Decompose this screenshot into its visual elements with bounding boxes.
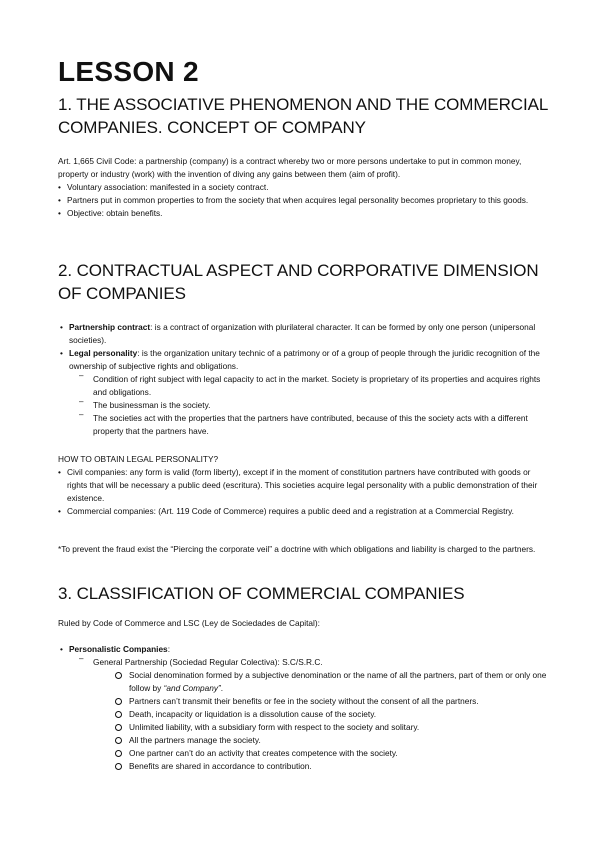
list-item: ‒ Condition of right subject with legal capacity to act in the market. Society is proprietary of its properties and acquires rights and obligations.: [79, 373, 548, 399]
section-2-body: [58, 321, 548, 438]
list-item: One partner can’t do an activity that creates competence with the society.: [115, 747, 548, 760]
list-item: Unlimited liability, with a subsidiary form with respect to the society and solitary.: [115, 721, 548, 734]
list-item: ‒ The businessman is the society.: [79, 399, 548, 412]
how-to-bullets: [58, 466, 548, 518]
legal-personality-section: [58, 453, 548, 518]
section-2-heading: 2. CONTRACTUAL ASPECT AND CORPORATIVE DIMENSION OF COMPANIES: [58, 261, 539, 303]
list-item: • Personalistic Companies: ‒ General Partnership (Sociedad Regular Colectiva): S.C/S.R.C. Social denomination formed by a subjective denomination or the name of all the partners, part of them or only one follow by “and Company”. Partners can’t transmit their benefits or fee in the society without the consent of all the partners. Death, incapacity or liquidation is a dissolution cause of the society. Unlimited liability, with a subsidiary form with respect to the society and solitary. All the partners manage the society. One partner can’t do an activity that creates competence with the society. Benefits are shared in accordance to contribution.: [58, 643, 548, 773]
section-3-intro: Ruled by Code of Commerce and LSC (Ley de Sociedades de Capital):: [58, 618, 320, 628]
list-item: Partners can’t transmit their benefits or fee in the society without the consent of all the partners.: [115, 695, 548, 708]
list-item: • Voluntary association: manifested in a society contract.: [58, 181, 548, 194]
lesson-title: LESSON 2: [58, 56, 199, 87]
list-item: • Objective: obtain benefits.: [58, 207, 548, 220]
legal-personality-subitems: [79, 373, 548, 438]
list-item: Death, incapacity or liquidation is a dissolution cause of the society.: [115, 708, 548, 721]
how-to-heading: HOW TO OBTAIN LEGAL PERSONALITY?: [58, 454, 219, 464]
list-item: • Legal personality: is the organization unitary technic of a patrimony or of a group of people through the juridic recognition of the ownership of subjective rights and obligations. ‒ Condition of right subject with legal capacity to act in the market. Society is proprietary of its properties and acquires rights and obligations. ‒ The businessman is the society. ‒ The societies act with the properties that the partners have contributed, because of this the society acts with a different property that the partners have.: [58, 347, 548, 438]
list-item: ‒ The societies act with the properties that the partners have contributed, because of this the society acts with a different property that the partners have.: [79, 412, 548, 438]
general-partnership-label: General Partnership (Sociedad Regular Colectiva): S.C/S.R.C.: [93, 657, 323, 667]
personalistic-subtypes: [79, 656, 548, 773]
list-item: Benefits are shared in accordance to contribution.: [115, 760, 548, 773]
piercing-note: *To prevent the fraud exist the “Piercing the corporate veil” a doctrine with which obligations and liability is charged to the partners.: [58, 544, 536, 554]
partnership-contract-term: Partnership contract: [69, 322, 151, 332]
section-1-body: [58, 155, 548, 220]
legal-personality-term: Legal personality: [69, 348, 138, 358]
list-item: All the partners manage the society.: [115, 734, 548, 747]
personalistic-companies-label: Personalistic Companies: [69, 644, 168, 654]
list-item: • Partners put in common properties to from the society that when acquires legal personality becomes proprietary to this goods.: [58, 194, 548, 207]
section-1-heading: 1. THE ASSOCIATIVE PHENOMENON AND THE COMMERCIAL COMPANIES. CONCEPT OF COMPANY: [58, 95, 548, 137]
company-types: [58, 643, 548, 773]
section-1-bullets: [58, 181, 548, 220]
list-item: • Commercial companies: (Art. 119 Code of Commerce) requires a public deed and a registration at a Commercial Registry.: [58, 505, 548, 518]
section-3-body: [58, 643, 548, 773]
list-item: • Partnership contract: is a contract of organization with plurilateral character. It can be formed by only one person (unipersonal societies).: [58, 321, 548, 347]
list-item: Social denomination formed by a subjective denomination or the name of all the partners, part of them or only one follow by “and Company”.: [115, 669, 548, 695]
civil-code-definition: Art. 1,665 Civil Code: a partnership (company) is a contract whereby two or more persons undertake to put in common money, property or industry (work) with the invention of diving any gains between them (aim of profit).: [58, 156, 522, 179]
section-2-bullets: [58, 321, 548, 438]
list-item: • Civil companies: any form is valid (form liberty), except if in the moment of constitution partners have contributed with goods or rights that will be necessary a public deed (escritura). This societies acquire legal personality with a public demonstration of their existence.: [58, 466, 548, 505]
list-item: [79, 656, 548, 773]
general-partnership-traits: [115, 669, 548, 773]
section-3-heading: 3. CLASSIFICATION OF COMMERCIAL COMPANIES: [58, 584, 465, 603]
